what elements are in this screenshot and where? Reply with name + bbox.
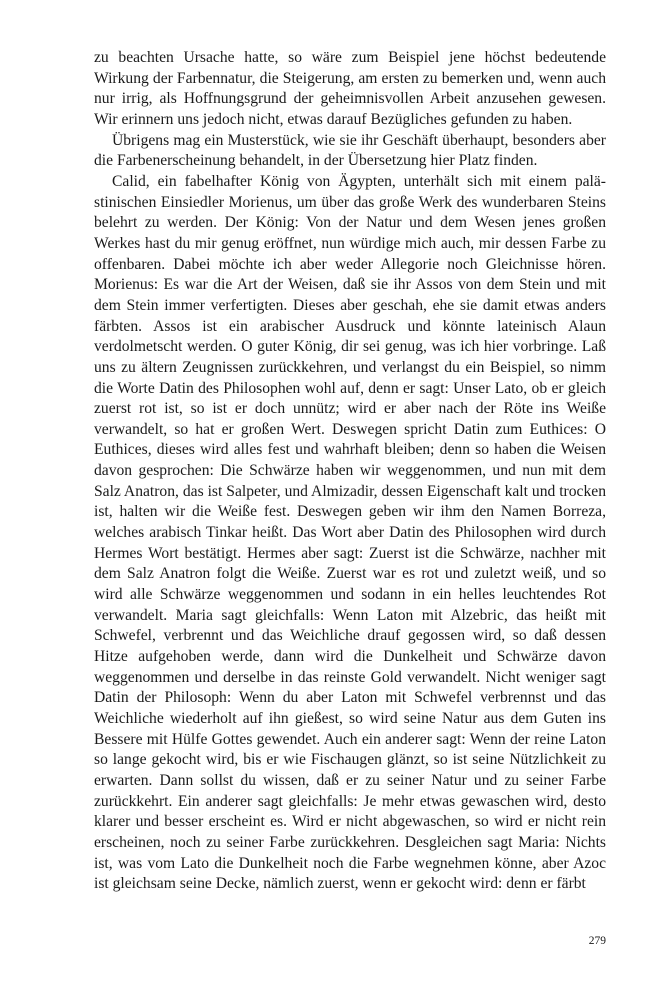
page-body [94,48,606,895]
page-number: 279 [588,935,606,947]
paragraph-continuation: zu beachten Ursache hatte, so wäre zum Beispiel jene höchst bedeutende Wirkung der Farbennatur, die Steigerung, am ersten zu bemerken und, wenn auch nur irrig, als Hoffnungsgrund der geheimnisvollen Arbeit anzusehen gewesen. Wir erinnern uns jedoch nicht, etwas darauf Bezügliches gefunden zu haben. [94,49,606,128]
paragraph-musterstueck: Übrigens mag ein Musterstück, wie sie ihr Geschäft überhaupt, besonders aber die Farbenerscheinung behandelt, in der Übersetzung hier Platz finden. [94,131,606,170]
paragraph-calid-dialogue: Calid, ein fabelhafter König von Ägypten, unterhält sich mit einem palästinischen Einsiedler Morienus, um über das große Werk des wunderbaren Steins belehrt zu werden. Der König: Von der Natur und dem Wesen jenes großen Werkes hast du mir genug eröffnet, nun würdige mich auch, mir dessen Farbe zu offenbaren. Dabei möchte ich aber weder Allegorie noch Gleichnisse hören. Morienus: Es war die Art der Weisen, daß sie ihr Assos von dem Stein und mit dem Stein immer verfertigten. Dieses aber geschah, ehe sie damit etwas anders färbten. Assos ist ein arabischer Ausdruck und könnte lateinisch Alaun verdolmetscht werden. O guter König, dir sei genug, was ich hier vorbringe. Laß uns zu ältern Zeugnissen zurückkehren, und verlangst du ein Beispiel, so nimm die Worte Datin des Philosophen wohl auf, denn er sagt: Unser Lato, ob er gleich zuerst rot ist, so ist er doch unnütz; wird er aber nach der Röte ins Weiße verwandelt, so hat er großen Wert. Deswegen spricht Datin zum Euthices: O Euthices, dieses wird alles fest und wahrhaft bleiben; denn so haben die Weisen davon gesprochen: Die Schwärze haben wir weggenommen, und nun mit dem Salz Anatron, das ist Salpeter, und Almizadir, dessen Eigenschaft kalt und trocken ist, halten wir die Weiße fest. Deswegen geben wir ihm den Namen Borreza, welches arabisch Tinkar heißt. Das Wort aber Datin des Philosophen wird durch Hermes Wort bestätigt. Hermes aber sagt: Zuerst ist die Schwärze, nachher mit dem Salz Anatron folgt die Weiße. Zuerst war es rot und zuletzt weiß, und so wird alle Schwärze weggenommen und sodann in ein helles leuchtendes Rot verwandelt. Maria sagt gleichfalls: Wenn Laton mit Alzebric, das heißt mit Schwefel, verbrennt und das Weichliche drauf gegossen wird, so daß dessen Hitze aufgehoben werde, dann wird die Dunkelheit und Schwärze davon weggenommen und derselbe in das reinste Gold verwandelt. Nicht weniger sagt Datin der Philosoph: Wenn du aber Laton mit Schwefel verbrennst und das Weichliche wiederholt auf ihn gießest, so wird seine Natur aus dem Guten ins Bessere mit Hülfe Gottes gewendet. Auch ein anderer sagt: Wenn der reine Laton so lange gekocht wird, bis er wie Fischaugen glänzt, so ist seine Nützlichkeit zu erwarten. Dann sollst du wissen, daß er zu seiner Natur und zu seiner Farbe zurückkehrt. Ein anderer sagt gleichfalls: Je mehr etwas gewaschen wird, desto klarer und besser erscheint es. Wird er nicht abgewaschen, so wird er nicht rein erscheinen, noch zu seiner Farbe zurückkehren. Desgleichen sagt Maria: Nichts ist, was vom Lato die Dunkelheit noch die Farbe wegnehmen könne, aber Azoc ist gleichsam seine Decke, nämlich zuerst, wenn er gekocht wird: denn er färbt [94,172,606,893]
